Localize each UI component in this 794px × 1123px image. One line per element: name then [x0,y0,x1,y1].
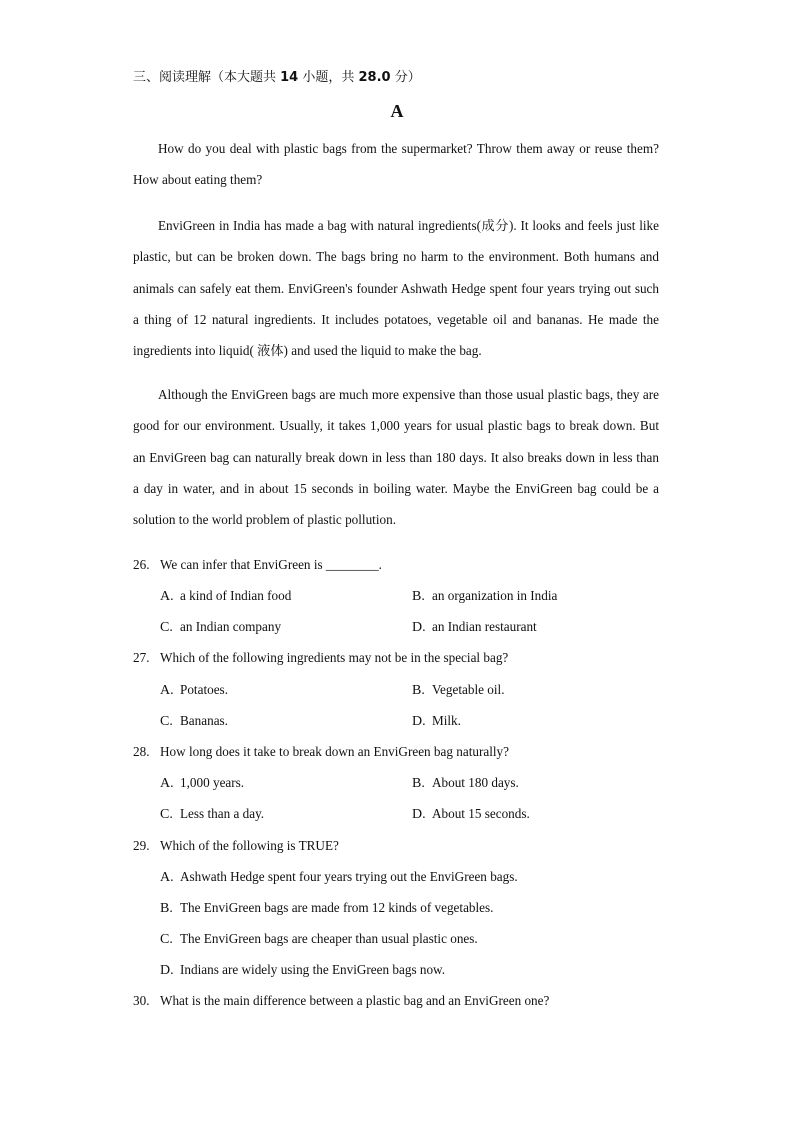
question-28-option-d[interactable] [412,806,530,823]
option-letter: B. [412,683,425,698]
question-stem: What is the main difference between a plastic bag and an EnviGreen one? [160,993,550,1008]
question-27-option-b[interactable] [412,682,505,699]
question-29-option-b[interactable] [160,900,493,917]
question-27-option-a[interactable] [160,682,228,699]
question-26-option-c[interactable] [160,619,281,636]
option-text: an Indian restaurant [432,619,537,634]
option-letter: C. [160,932,173,947]
question-number: 28. [133,744,150,759]
question-26-option-a[interactable] [160,588,291,605]
question-stem: Which of the following is TRUE? [160,838,339,853]
option-text: Milk. [432,713,461,728]
question-number: 29. [133,838,150,853]
question-28-option-b[interactable] [412,775,519,792]
option-text: an Indian company [180,619,282,634]
option-letter: D. [412,714,426,729]
option-letter: A. [160,870,174,885]
option-text: Ashwath Hedge spent four years trying out the EnviGreen bags. [180,869,518,884]
option-letter: C. [160,807,173,822]
option-letter: C. [160,714,173,729]
question-number: 26. [133,557,150,572]
question-27-option-d[interactable] [412,713,461,730]
option-text: The EnviGreen bags are cheaper than usual plastic ones. [180,931,478,946]
section-heading-suffix: 分） [390,70,421,85]
question-29-option-d[interactable] [160,962,445,979]
option-text: About 15 seconds. [432,806,530,821]
option-letter: A. [160,589,174,604]
question-number: 30. [133,993,150,1008]
option-text: Potatoes. [180,682,228,697]
option-letter: B. [412,776,425,791]
question-30 [133,993,663,1009]
option-letter: D. [412,807,426,822]
question-26-option-d[interactable] [412,619,537,636]
question-stem: Which of the following ingredients may not be in the special bag? [160,650,509,665]
question-29-option-c[interactable] [160,931,478,948]
question-29 [133,838,663,854]
question-27-option-c[interactable] [160,713,228,730]
option-text: Bananas. [180,713,228,728]
question-count: 14 [280,70,299,85]
option-text: Less than a day. [180,806,265,821]
passage-paragraph-2: EnviGreen in India has made a bag with natural ingredients(成分). It looks and feels just like plastic, but can be broken down. The bags bring no harm to the environment. Both humans and animals can safely eat them. EnviGreen's founder Ashwath Hedge spent four years trying out such a thing of 12 natural ingredients. It includes potatoes, vegetable oil and bananas. He made the ingredients into liquid( 液体) and used the liquid to make the bag. [133,218,659,359]
passage-paragraph-1: How do you deal with plastic bags from the supermarket? Throw them away or reuse them? How about eating them? [133,141,659,188]
total-score: 28.0 [358,70,391,85]
section-heading-middle: 小题，共 [298,70,359,85]
option-letter: A. [160,776,174,791]
question-28-option-c[interactable] [160,806,264,823]
option-letter: C. [160,620,173,635]
option-letter: A. [160,683,174,698]
passage-paragraph-3: Although the EnviGreen bags are much more expensive than those usual plastic bags, they are good for our environment. Usually, it takes 1,000 years for usual plastic bags to break down. But an EnviGreen bag can naturally break down in less than 180 days. It also breaks down in less than a day in water, and in about 15 seconds in boiling water. Maybe the EnviGreen bag could be a solution to the world problem of plastic pollution. [133,387,659,528]
question-28-option-a[interactable] [160,775,244,792]
question-29-option-a[interactable] [160,869,518,886]
question-27 [133,650,663,666]
question-stem: How long does it take to break down an EnviGreen bag naturally? [160,744,509,759]
option-text: 1,000 years. [180,775,245,790]
question-28 [133,744,663,760]
option-letter: B. [160,901,173,916]
question-number: 27. [133,650,150,665]
question-stem: We can infer that EnviGreen is ________. [160,557,382,572]
option-letter: D. [412,620,426,635]
section-heading-prefix: 三、阅读理解（本大题共 [133,70,281,85]
passage-title: A [390,101,404,121]
option-text: Vegetable oil. [432,682,505,697]
section-heading [133,66,421,85]
question-26-option-b[interactable] [412,588,557,605]
question-26 [133,557,663,573]
option-letter: B. [412,589,425,604]
option-text: The EnviGreen bags are made from 12 kinds of vegetables. [180,900,494,915]
option-text: a kind of Indian food [180,588,292,603]
option-text: an organization in India [432,588,558,603]
option-letter: D. [160,963,174,978]
option-text: About 180 days. [432,775,519,790]
option-text: Indians are widely using the EnviGreen bags now. [180,962,446,977]
